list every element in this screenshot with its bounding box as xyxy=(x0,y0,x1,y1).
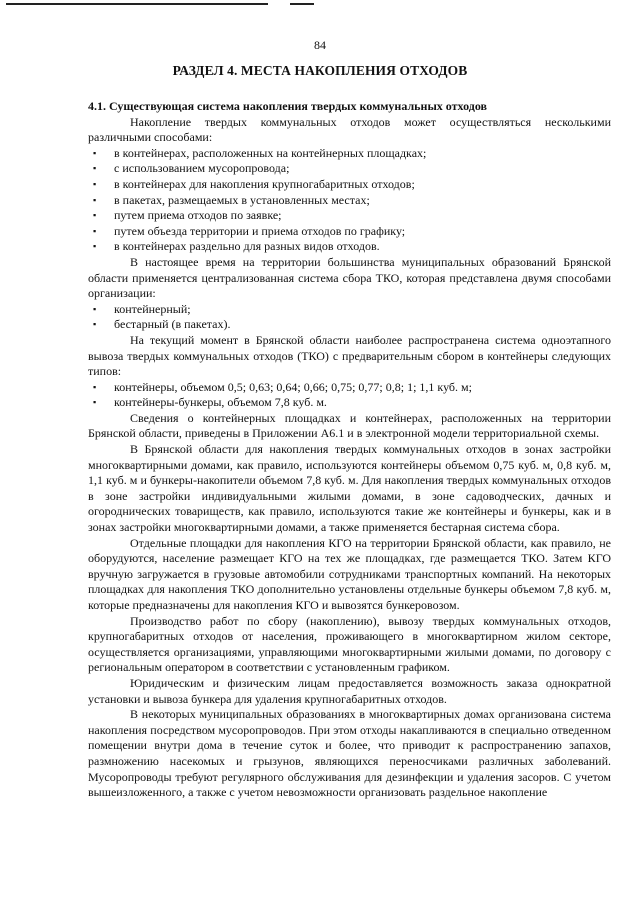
scan-edge-mark xyxy=(290,3,314,5)
scan-edge-mark xyxy=(6,3,268,5)
list-item: ▪ в контейнерах, расположенных на контейнерных площадках; xyxy=(114,146,611,162)
paragraph: Производство работ по сбору (накоплению), вывозу твердых коммунальных отходов, крупногабаритных отходов от населения, проживающего в многоквартирном жилом секторе, осуществляется организациями, управляющими многоквартирными жилыми домами, по договору с региональным оператором в соответствии с установленным графиком. xyxy=(88,613,611,675)
list-item: ▪ в контейнерах раздельно для разных видов отходов. xyxy=(114,239,611,255)
bullet-list xyxy=(88,380,611,411)
list-item: ▪ контейнерный; xyxy=(114,302,611,318)
list-item: ▪ путем приема отходов по заявке; xyxy=(114,208,611,224)
paragraph: На текущий момент в Брянской области наиболее распространена система одноэтапного вывоза твердых коммунальных отходов (ТКО) с предварительным сбором в контейнеры следующих типов: xyxy=(88,332,611,379)
list-item: ▪ с использованием мусоропровода; xyxy=(114,161,611,177)
list-item: ▪ путем объезда территории и приема отходов по графику; xyxy=(114,224,611,240)
paragraph: В некоторых муниципальных образованиях в многоквартирных домах организована система накопления посредством мусоропроводов. При этом отходы накапливаются в специально отведенном помещении внутри дома в течение суток и более, что приводит к распространению запахов, размножению насекомых и грызунов, являющихся переносчиками различных заболеваний. Мусоропроводы требуют регулярного обслуживания для дезинфекции и удаления засоров. С учетом вышеизложенного, а также с учетом невозможности организовать раздельное накопление xyxy=(88,707,611,800)
paragraph: Сведения о контейнерных площадках и контейнерах, расположенных на территории Брянской области, приведены в Приложении А6.1 и в электронной модели территориальной схемы. xyxy=(88,410,611,441)
paragraph: Накопление твердых коммунальных отходов может осуществляться несколькими различными способами: xyxy=(88,114,611,145)
paragraph: Отдельные площадки для накопления КГО на территории Брянской области, как правило, не оборудуются, население размещает КГО на тех же площадках, где размещается ТКО. Затем КГО вручную загружается в грузовые автомобили сотрудниками транспортных компаний. На некоторых площадках для накопления ТКО дополнительно установлены отдельные бункеры объемом 7,8 куб. м, которые предназначены для накопления КГО и вывозятся бункеровозом. xyxy=(88,535,611,612)
list-item: ▪ в пакетах, размещаемых в установленных местах; xyxy=(114,193,611,209)
list-item: ▪ в контейнерах для накопления крупногабаритных отходов; xyxy=(114,177,611,193)
paragraph: В Брянской области для накопления твердых коммунальных отходов в зонах застройки многоквартирными домами, как правило, используются контейнеры объемом 0,75 куб. м, 0,8 куб. м, 1,1 куб. м и бункеры-накопители объемом 7,8 куб. м. Для накопления твердых коммунальных отходов в зоне застройки индивидуальными жилыми домами, в зоне садоводческих, дачных и огороднических товариществ, как правило, используются такие же контейнеры и бункеры, как и в зонах застройки многоквартирными домами, а также применяется бестарная система сбора. xyxy=(88,442,611,535)
page-number: 84 xyxy=(314,38,326,52)
subsection-title: 4.1. Существующая система накопления твердых коммунальных отходов xyxy=(88,99,487,113)
list-item: ▪ контейнеры, объемом 0,5; 0,63; 0,64; 0,66; 0,75; 0,77; 0,8; 1; 1,1 куб. м; xyxy=(114,380,611,396)
bullet-list xyxy=(88,302,611,333)
paragraph: В настоящее время на территории большинства муниципальных образований Брянской области применяется централизованная система сбора ТКО, которая представлена двумя способами организации: xyxy=(88,254,611,301)
paragraph: Юридическим и физическим лицам предоставляется возможность заказа однократной установки и вывоза бункера для удаления крупногабаритных отходов. xyxy=(88,675,611,706)
bullet-list xyxy=(88,146,611,255)
section-title: РАЗДЕЛ 4. МЕСТА НАКОПЛЕНИЯ ОТХОДОВ xyxy=(172,63,468,78)
document-body xyxy=(88,99,611,801)
list-item: ▪ бестарный (в пакетах). xyxy=(114,317,611,333)
list-item: ▪ контейнеры-бункеры, объемом 7,8 куб. м. xyxy=(114,395,611,411)
